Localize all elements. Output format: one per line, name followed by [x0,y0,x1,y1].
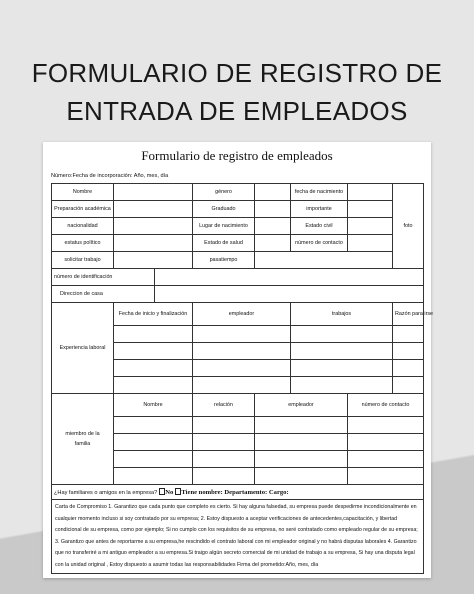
label-preparacion: Preparación académica [52,201,114,218]
table-row [52,218,424,235]
relatives-question [52,485,424,500]
label-importante: importante [291,201,348,218]
label-familia: miembro de la familia [52,394,114,485]
option-no: No [165,489,174,496]
table-row [52,485,424,500]
photo-box[interactable]: foto [393,184,424,269]
label-solicitar-trabajo: solicitar trabajo [52,252,114,269]
field-estado-salud[interactable] [255,235,291,252]
form-title: Formulario de registro de empleados [141,148,333,163]
field-estatus-politico[interactable] [114,235,193,252]
table-row [52,269,424,286]
table-row [52,303,424,326]
label-numero-identificacion: número de identificación [52,269,155,286]
header-fecha-inicio: Fecha de inicio y finalización [114,303,193,326]
header-empleador: empleador [193,303,291,326]
label-fecha-nacimiento: fecha de nacimiento [291,184,348,201]
label-pasatiempo: pasatiempo [193,252,255,269]
field-estado-civil[interactable] [348,218,393,235]
header-razon: Razón para irse [393,303,424,326]
field-nombre[interactable] [114,184,193,201]
form-subtitle: Número:Fecha de incorporación: Año, mes, día [51,173,169,179]
option-tiene: Tiene nombre: Departamento: Cargo: [181,489,289,496]
field-genero[interactable] [255,184,291,201]
field-preparacion[interactable] [114,201,193,218]
page-title [0,54,474,130]
label-graduado: Graduado [193,201,255,218]
field-graduado[interactable] [255,201,291,218]
header-familia-contacto: número de contacto [348,394,424,417]
field-numero-identificacion[interactable] [155,269,424,286]
table-row [52,252,424,269]
header-familia-nombre: Nombre [114,394,193,417]
form-table [51,183,434,574]
table-row [52,201,424,218]
form-sheet [43,142,434,578]
field-importante[interactable] [348,201,393,218]
label-genero: género [193,184,255,201]
label-nacionalidad: nacionalidad [52,218,114,235]
field-solicitar-trabajo[interactable] [114,252,193,269]
field-lugar-nacimiento[interactable] [255,218,291,235]
header-familia-relacion: relación [193,394,255,417]
label-estatus-politico: estatus político [52,235,114,252]
label-numero-contacto: número de contacto [291,235,348,252]
label-experiencia: Experiencia laboral [52,303,114,394]
field-fecha-nacimiento[interactable] [348,184,393,201]
label-lugar-nacimiento: Lugar de nacimiento [193,218,255,235]
table-row [52,394,424,417]
label-nombre: Nombre [52,184,114,201]
label-direccion-casa: Direccion de casa [52,286,155,303]
field-numero-contacto[interactable] [348,235,393,252]
field-direccion-casa[interactable] [155,286,424,303]
table-row [52,184,424,201]
relatives-question-text: ¿Hay familiares o amigos en la empresa? [54,490,158,496]
field-nacionalidad[interactable] [114,218,193,235]
header-familia-empleador: empleador [255,394,348,417]
label-estado-civil: Estado civil [291,218,348,235]
page-title-line-2: ENTRADA DE EMPLEADOS [66,96,408,126]
table-row [52,500,424,574]
header-trabajos: trabajos [291,303,393,326]
table-row [52,235,424,252]
field-pasatiempo[interactable] [255,252,393,269]
label-estado-salud: Estado de salud [193,235,255,252]
table-row [52,286,424,303]
commitment-letter: Carta de Compromiso 1. Garantizo que cada punto que completo es cierto. Si hay alguna falsedad, su empresa puede despedirme incondicionalmente en cualquier momento incluso si soy contratado por su empresa; 2. Estoy dispuesto a aceptar verificaciones de antecedentes,capacitación, y libertad condicional de su empresa, como por ejemplo; Si no cumplo con los requisitos de su empresa, no seré contratado como empleado regular de su empresa; 3. Garantizo que antes de reportarme a su empresa,he rescindido el contrato laboral con mi empleador original y no habrá disputas laborales 4. Garantizo que no transferiré a mi antiguo empleador a su empresa.Si traigo algún secreto comercial de mi unidad de trabajo a su empresa, Si hay una disputa legal con la unidad original , Estoy dispuesto a asumir todas las responsabilidades Firma del prometido:Año, mes, día [52,500,424,574]
page-title-line-1: FORMULARIO DE REGISTRO DE [31,58,443,88]
